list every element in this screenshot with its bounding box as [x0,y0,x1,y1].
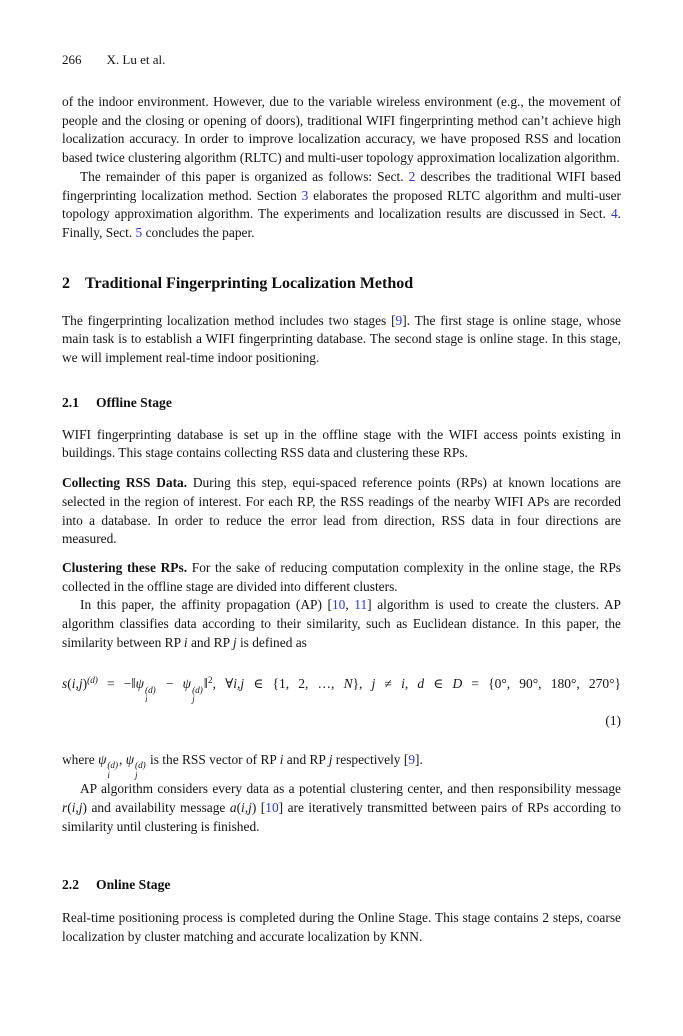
paragraph-clustering-rps [62,559,621,596]
text-run: ] algorithm is used to create the clusters. AP algorithm classifies data according to their similarity, such as Euclidean distance. In this paper, the similarity between RP [62,597,622,650]
paragraph-fingerprinting-stages [62,312,621,368]
text-run: where [62,751,99,767]
text-run: , ∀ [212,676,234,692]
text-run: a [229,799,237,815]
text-run: ] are iteratively transmitted between pairs of RPs according to similarity until clustering is finished. [62,799,621,834]
text-run: ≠ [375,676,402,692]
text-run: Collecting RSS Data. [62,475,188,491]
reference-link[interactable]: 4 [610,206,618,222]
text-run: respectively [ [332,751,409,767]
text-run: j [232,634,237,650]
section-heading-2 [62,274,621,294]
equation-1 [62,674,621,728]
text-run: = − [97,676,132,692]
subsection-title: Offline Stage [96,394,172,410]
paragraph-where-psi [62,751,621,780]
text-run: ) [82,676,88,692]
text-run: (d) [87,675,98,686]
text-run: }, [352,676,372,692]
text-run: ‖ [131,676,136,693]
reference-link[interactable]: 3 [301,187,309,203]
content-column [62,0,621,947]
text-run: ) [82,799,87,815]
page-number: 266 [62,52,82,67]
paragraph-ap-messages [62,780,621,836]
subsection-number: 2.2 [62,877,79,893]
text-run: For the sake of reducing computation complexity in the online stage, the RPs collected in the offline stage are divided into different clusters. [62,559,622,594]
text-run: i [279,751,284,767]
equation-1-formula [62,674,621,704]
paragraph-intro-continuation [62,93,621,168]
text-run: and RP [187,634,233,650]
text-run: is the RSS vector of RP [146,751,280,767]
math-subsup: (d) i [145,684,156,705]
text-run: Clustering these RPs. [62,559,188,575]
text-run: and RP [283,751,329,767]
text-run: N [343,676,353,692]
text-run: . Finally, Sect. [62,206,621,240]
section-title: Traditional Fingerprinting Localization Method [85,274,414,292]
text-run: ( [67,676,72,692]
text-run: i [401,676,405,692]
reference-link[interactable]: 9 [408,751,416,767]
text-run: ψ [182,676,192,692]
paragraph-offline-stage [62,426,621,463]
subsection-title: Online Stage [96,877,171,893]
text-run: , [404,676,418,692]
text-run: ψ [125,751,135,767]
text-run: ‖ [203,676,209,693]
text-run: j [328,751,333,767]
text-run: ψ [135,676,145,692]
running-header [62,0,621,67]
text-run: i,j [233,676,245,692]
text-run: Real-time positioning process is completed during the Online Stage. This stage contains 2 steps, coarse localization by cluster matching and accurate localization by KNN. [62,910,621,944]
paragraph-online-stage [62,909,621,946]
reference-link[interactable]: 10 [331,597,346,613]
text-run: ∈ {1, 2, …, [244,676,344,692]
text-run: ]. [415,751,423,767]
text-run: s [62,676,68,692]
math-subsup: (d) i [107,759,119,780]
text-run: 2 [208,675,213,686]
text-run: D [452,676,463,692]
text-run: The remainder of this paper is organized as follows: Sect. [80,168,409,184]
text-run: i,j [71,799,83,815]
text-run: ψ [98,751,107,767]
text-run: r [62,799,68,815]
text-run: AP algorithm considers every data as a potential clustering center, and then responsibility message [80,781,621,797]
text-run: and availability message [86,799,230,815]
subsection-heading-2-2 [62,876,621,893]
text-run: = {0°, 90°, 180°, 270°} [462,676,621,692]
subsection-heading-2-1 [62,394,621,411]
reference-link[interactable]: 10 [265,799,279,815]
text-run: , [345,597,355,613]
math-subsup: (d) j [135,759,146,780]
text-run: [ [256,799,266,815]
text-run: i [183,634,188,650]
text-run: i,j [241,799,252,815]
text-run: In this paper, the affinity propagation (AP) [ [80,597,332,613]
text-run: The fingerprinting localization method includes two stages [ [62,312,396,328]
text-run: elaborates the proposed RLTC algorithm and multi-user topology approximation algorithm. The experiments and localization results are discussed in Sect. [62,187,622,222]
paragraph-paper-outline [62,168,621,243]
text-run: During this step, equi-spaced reference points (RPs) at known locations are selected in the region of interest. For each RP, the RSS readings of the nearby WIFI APs are recorded into a database. In order to reduce the error lead from direction, RSS data in four directions are measured. [62,475,621,547]
section-number: 2 [62,274,70,292]
text-run: , [119,751,126,767]
text-run: i,j [71,676,83,692]
text-run: WIFI fingerprinting database is set up in the offline stage with the WIFI access points existing in buildings. This stage contains collecting RSS data and clustering these RPs. [62,426,621,461]
reference-link[interactable]: 2 [408,168,416,184]
reference-link[interactable]: 9 [395,312,403,328]
text-run: d [417,676,425,692]
paragraph-collecting-rss-data [62,474,621,549]
text-run: concludes the paper. [142,224,255,240]
text-run: ∈ [424,676,453,692]
reference-link[interactable]: 5 [135,224,143,240]
text-run: j [371,676,376,692]
running-authors: X. Lu et al. [106,52,166,67]
reference-link[interactable]: 11 [354,597,368,613]
text-run: ( [67,799,72,815]
text-run: ( [236,799,242,815]
math-subsup: (d) j [192,684,203,705]
text-run: describes the traditional WIFI based fingerprinting localization method. Section [62,168,621,203]
text-run: − [156,676,183,692]
text-run: ]. The first stage is online stage, whose main task is to establish a WIFI fingerprinting database. The second stage is online stage. In this stage, we will implement real-time indoor positioning. [62,312,621,366]
text-run: of the indoor environment. However, due to the variable wireless environment (e.g., the movement of people and the closing or opening of doors), traditional WIFI fingerprinting method can’t achieve high localization accuracy. In order to improve localization accuracy, we have proposed RSS and location based twice clustering algorithm (RLTC) and multi-user topology approximation localization algorithm. [62,94,621,166]
text-run: ) [251,799,257,815]
text-run: is defined as [236,634,307,650]
subsection-number: 2.1 [62,394,79,410]
equation-1-label: (1) [605,712,621,728]
paragraph-affinity-propagation [62,596,621,652]
